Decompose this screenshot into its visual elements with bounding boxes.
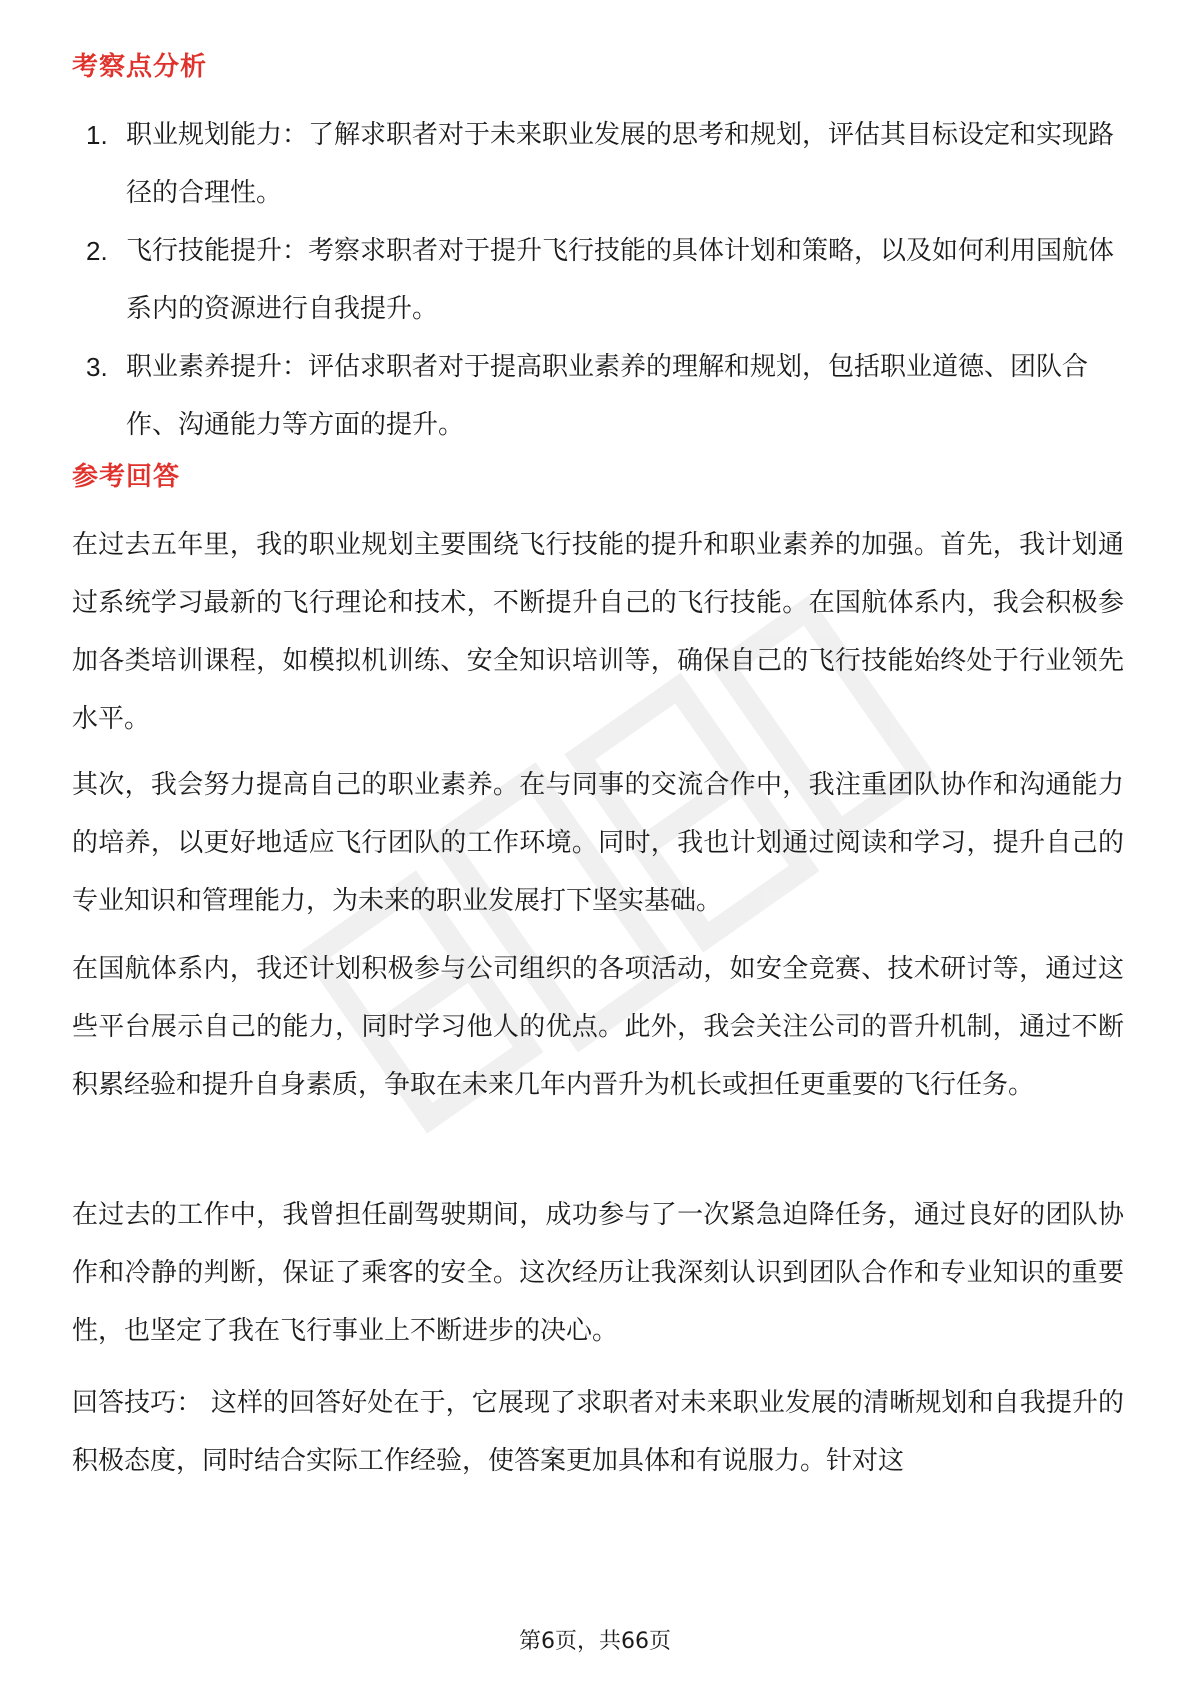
answer-tips-paragraph: 回答技巧： 这样的回答好处在于，它展现了求职者对未来职业发展的清晰规划和自我提升的积极态度，同时结合实际工作经验，使答案更加具体和有说服力。针对这	[72, 1388, 1124, 1476]
answer-paragraph-3: 在国航体系内，我还计划积极参与公司组织的各项活动，如安全竞赛、技术研讨等，通过这些平台展示自己的能力，同时学习他人的优点。此外，我会关注公司的晋升机制，通过不断积累经验和提升自身素质，争取在未来几年内晋升为机长或担任更重要的飞行任务。	[72, 954, 1124, 1100]
answer-paragraph-1: 在过去五年里，我的职业规划主要围绕飞行技能的提升和职业素养的加强。首先，我计划通过系统学习最新的飞行理论和技术，不断提升自己的飞行技能。在国航体系内，我会积极参加各类培训课程，如模拟机训练、安全知识培训等，确保自己的飞行技能始终处于行业领先水平。	[72, 530, 1124, 734]
list-item	[72, 338, 1122, 454]
list-item-text: 职业素养提升：评估求职者对于提高职业素养的理解和规划，包括职业道德、团队合作、沟通能力等方面的提升。	[126, 352, 1089, 440]
list-item	[72, 106, 1122, 222]
answer-paragraph-2: 其次，我会努力提高自己的职业素养。在与同事的交流合作中，我注重团队协作和沟通能力的培养，以更好地适应飞行团队的工作环境。同时，我也计划通过阅读和学习，提升自己的专业知识和管理能力，为未来的职业发展打下坚实基础。	[72, 770, 1124, 916]
answer-paragraph-4: 在过去的工作中，我曾担任副驾驶期间，成功参与了一次紧急迫降任务，通过良好的团队协作和冷静的判断，保证了乘客的安全。这次经历让我深刻认识到团队合作和专业知识的重要性，也坚定了我在飞行事业上不断进步的决心。	[72, 1200, 1124, 1346]
list-item-number: 2.	[86, 236, 108, 266]
list-item-number: 3.	[86, 352, 108, 382]
list-item-text: 飞行技能提升：考察求职者对于提升飞行技能的具体计划和策略，以及如何利用国航体系内的资源进行自我提升。	[126, 236, 1115, 324]
list-item	[72, 222, 1122, 338]
page-number-footer: 第6页，共66页	[519, 1629, 671, 1654]
analysis-list	[72, 106, 1122, 454]
list-item-text: 职业规划能力：了解求职者对于未来职业发展的思考和规划，评估其目标设定和实现路径的合理性。	[126, 120, 1115, 208]
answer-heading: 参考回答	[72, 462, 181, 492]
list-item-number: 1.	[86, 120, 108, 150]
analysis-heading: 考察点分析	[72, 52, 208, 82]
